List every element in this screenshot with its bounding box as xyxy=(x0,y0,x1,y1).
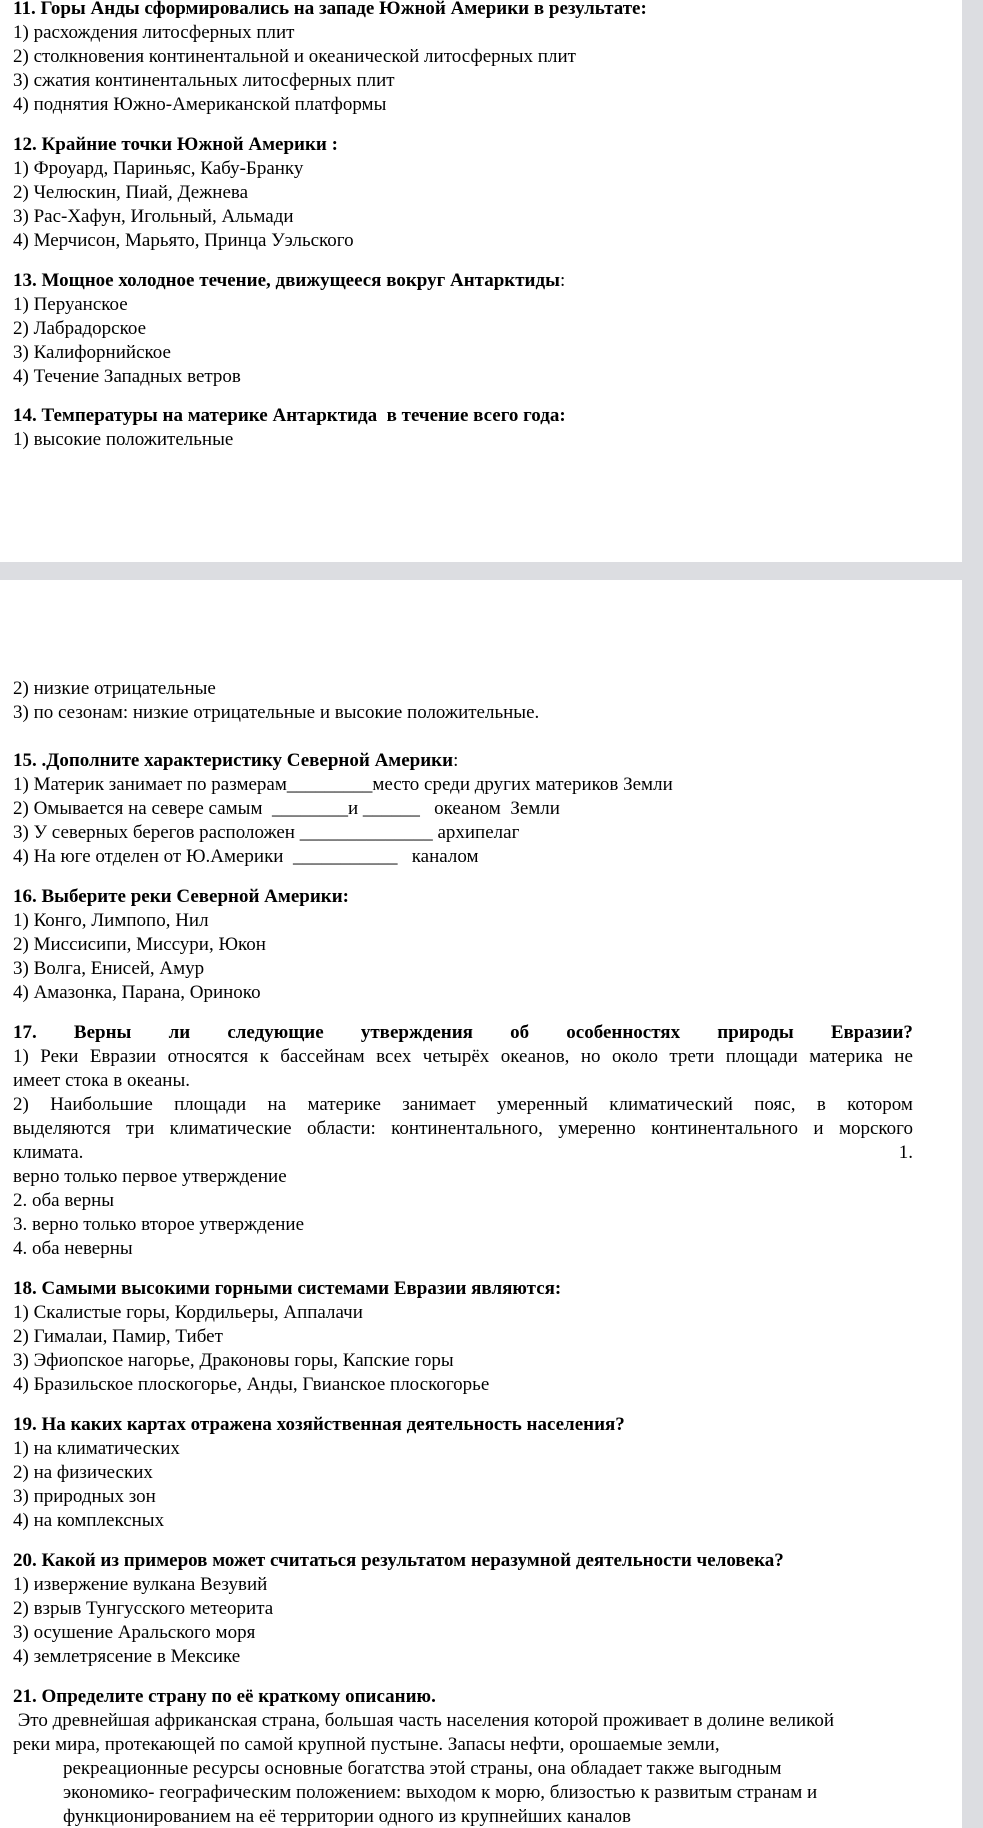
question-15-option: 3) У северных берегов расположен ______________ архипелаг xyxy=(13,822,520,843)
question-17-option: 2. оба верны xyxy=(13,1190,115,1211)
question-15-option: 4) На юге отделен от Ю.Америки ___________ каналом xyxy=(13,846,479,867)
question-11-option: 3) сжатия континентальных литосферных плит xyxy=(13,70,395,91)
q17-word: умеренно xyxy=(558,1118,636,1139)
question-13-title-colon: : xyxy=(559,270,566,291)
q17-word: и xyxy=(813,1118,824,1139)
q17-word: материке xyxy=(307,1094,381,1115)
q17-word: умеренный xyxy=(496,1094,588,1115)
q17-word: континентального xyxy=(651,1118,799,1139)
question-20-option: 2) взрыв Тунгусского метеорита xyxy=(13,1598,274,1619)
question-15-title xyxy=(13,749,913,773)
question-14-option: 1) высокие положительные xyxy=(13,429,234,450)
question-21-text-line: реки мира, протекающей по самой крупной пустыне. Запасы нефти, орошаемые земли, xyxy=(13,1734,720,1755)
question-16-option: 3) Волга, Енисей, Амур xyxy=(13,958,205,979)
q17-title-word: ли xyxy=(168,1022,191,1043)
question-19-option: 2) на физических xyxy=(13,1462,153,1483)
q17-title-word: утверждения xyxy=(360,1022,473,1043)
q17-title-word: особенностях xyxy=(566,1022,681,1043)
question-17-title xyxy=(13,1021,913,1045)
question-21-text-line: рекреационные ресурсы основные богатства этой страны, она обладает также выгодным xyxy=(63,1758,782,1779)
q17-word: климата. xyxy=(13,1142,84,1163)
q17-word: площади xyxy=(725,1046,798,1067)
question-13-option: 2) Лабрадорское xyxy=(13,318,147,339)
question-21-text-line: экономико- географическим положением: выходом к морю, близостью к развитым странам и xyxy=(63,1782,818,1803)
question-15-title-colon: : xyxy=(453,750,459,771)
question-21-text-line: Это древнейшая африканская страна, большая часть населения которой проживает в долине великой xyxy=(13,1710,835,1731)
question-20-option: 1) извержение вулкана Везувий xyxy=(13,1574,268,1595)
question-12-option: 3) Рас-Хафун, Игольный, Альмади xyxy=(13,206,294,227)
question-20-title: 20. Какой из примеров может считаться результатом неразумной деятельности человека? xyxy=(13,1550,784,1571)
q17-statement-2-line-3 xyxy=(13,1141,913,1165)
q17-word: морского xyxy=(838,1118,913,1139)
question-12-option: 2) Челюскин, Пиай, Дежнева xyxy=(13,182,249,203)
q17-word: пояс, xyxy=(754,1094,796,1115)
q17-word: области: xyxy=(306,1118,376,1139)
question-15-option: 1) Материк занимает по размерам_________место среди других материков Земли xyxy=(13,774,673,795)
q17-title-word: природы xyxy=(717,1022,794,1043)
q17-word: в xyxy=(816,1094,826,1115)
question-11-option: 2) столкновения континентальной и океанической литосферных плит xyxy=(13,46,576,67)
document-page-1 xyxy=(0,0,962,562)
question-11-option: 1) расхождения литосферных плит xyxy=(13,22,295,43)
question-18-option: 4) Бразильское плоскогорье, Анды, Гвианское плоскогорье xyxy=(13,1374,490,1395)
question-11-option: 4) поднятия Южно-Американской платформы xyxy=(13,94,387,115)
q17-word: трети xyxy=(669,1046,715,1067)
q17-title-word: 17. xyxy=(13,1022,37,1043)
q17-title-word: следующие xyxy=(227,1022,324,1043)
question-11-title: 11. Горы Анды сформировались на западе Южной Америки в результате: xyxy=(13,0,647,19)
q17-word: четырёх xyxy=(422,1046,490,1067)
q17-word: Реки xyxy=(40,1046,79,1067)
question-13-option: 3) Калифорнийское xyxy=(13,342,171,363)
q17-word: занимает xyxy=(402,1094,476,1115)
question-17-option: 3. верно только вторoе утверждение xyxy=(13,1214,305,1235)
q17-word: площади xyxy=(174,1094,247,1115)
question-14-title: 14. Температуры на материке Антарктида в течение всего года: xyxy=(13,405,566,426)
question-16-option: 1) Конго, Лимпопо, Нил xyxy=(13,910,209,931)
question-20-option: 4) землетрясение в Мексике xyxy=(13,1646,241,1667)
q17-word: всех xyxy=(376,1046,412,1067)
q17-word: континентального, xyxy=(391,1118,543,1139)
q17-word: на xyxy=(267,1094,287,1115)
question-19-option: 3) природных зон xyxy=(13,1486,156,1507)
q17-word: климатические xyxy=(169,1118,292,1139)
q17-statement-2-line-2 xyxy=(13,1117,913,1141)
q17-word: Евразии xyxy=(89,1046,157,1067)
question-17-option: верно только первое утверждение xyxy=(13,1166,287,1187)
q17-word: океанов, xyxy=(500,1046,570,1067)
question-19-option: 4) на комплексных xyxy=(13,1510,165,1531)
q17-title-word: Верны xyxy=(73,1022,132,1043)
q17-word: к xyxy=(259,1046,269,1067)
q17-word: выделяются xyxy=(13,1118,111,1139)
q17-statement-2-line-1 xyxy=(13,1093,913,1117)
question-18-option: 3) Эфиопское нагорье, Драконовы горы, Капские горы xyxy=(13,1350,454,1371)
q17-answer-number: 1. xyxy=(898,1142,913,1163)
q17-word: не xyxy=(894,1046,913,1067)
question-19-title: 19. На каких картах отражена хозяйственная деятельность населения? xyxy=(13,1414,625,1435)
question-18-option: 1) Скалистые горы, Кордильеры, Аппалачи xyxy=(13,1302,363,1323)
q17-statement-1-line-2: имеет стока в океаны. xyxy=(13,1070,190,1091)
q17-word: материка xyxy=(809,1046,883,1067)
question-13-option: 1) Перуанское xyxy=(13,294,128,315)
question-18-option: 2) Гималаи, Памир, Тибет xyxy=(13,1326,223,1347)
question-12-title: 12. Крайние точки Южной Америки : xyxy=(13,134,338,155)
q17-title-word: об xyxy=(510,1022,530,1043)
question-13-option: 4) Течение Западных ветров xyxy=(13,366,241,387)
question-16-option: 2) Миссисипи, Миссури, Юкон xyxy=(13,934,266,955)
q17-word: бассейнам xyxy=(280,1046,365,1067)
q17-title-word: Евразии? xyxy=(830,1022,913,1043)
question-21-title: 21. Определите страну по её краткому описанию. xyxy=(13,1686,436,1707)
question-13-title xyxy=(13,269,913,293)
q17-statement-1-line-1 xyxy=(13,1045,913,1069)
question-16-option: 4) Амазонка, Парана, Ориноко xyxy=(13,982,261,1003)
question-12-option: 4) Мерчисон, Марьято, Принца Уэльского xyxy=(13,230,354,251)
question-17-option: 4. оба неверны xyxy=(13,1238,133,1259)
q17-word: около xyxy=(611,1046,658,1067)
q17-word: три xyxy=(126,1118,155,1139)
q17-word: Наибольшие xyxy=(50,1094,153,1115)
q17-word: 2) xyxy=(13,1094,29,1115)
question-19-option: 1) на климатических xyxy=(13,1438,180,1459)
q17-word: но xyxy=(580,1046,601,1067)
question-15-option: 2) Омывается на севере самым ________и ______ океаном Земли xyxy=(13,798,560,819)
document-page-2 xyxy=(0,580,962,1828)
q17-word: климатический xyxy=(609,1094,733,1115)
question-15-title-text: 15. .Дополните характеристику Северной Америки xyxy=(13,750,454,771)
question-18-title: 18. Самыми высокими горными системами Евразии являются: xyxy=(13,1278,562,1299)
question-20-option: 3) осушение Аральского моря xyxy=(13,1622,256,1643)
question-16-title: 16. Выберите реки Северной Америки: xyxy=(13,886,349,907)
question-21-text-line: функционированием на её территории одного из крупнейших каналов xyxy=(63,1806,631,1827)
question-12-option: 1) Фроуард, Париньяс, Кабу-Бранку xyxy=(13,158,304,179)
question-14-option: 3) по сезонам: низкие отрицательные и высокие положительные. xyxy=(13,702,540,723)
q17-word: относятся xyxy=(167,1046,249,1067)
question-14-option: 2) низкие отрицательные xyxy=(13,678,216,699)
question-13-title-text: 13. Мощное холодное течение, движущееся вокруг Антарктиды xyxy=(13,270,560,291)
q17-word: 1) xyxy=(13,1046,29,1067)
q17-word: котором xyxy=(847,1094,913,1115)
